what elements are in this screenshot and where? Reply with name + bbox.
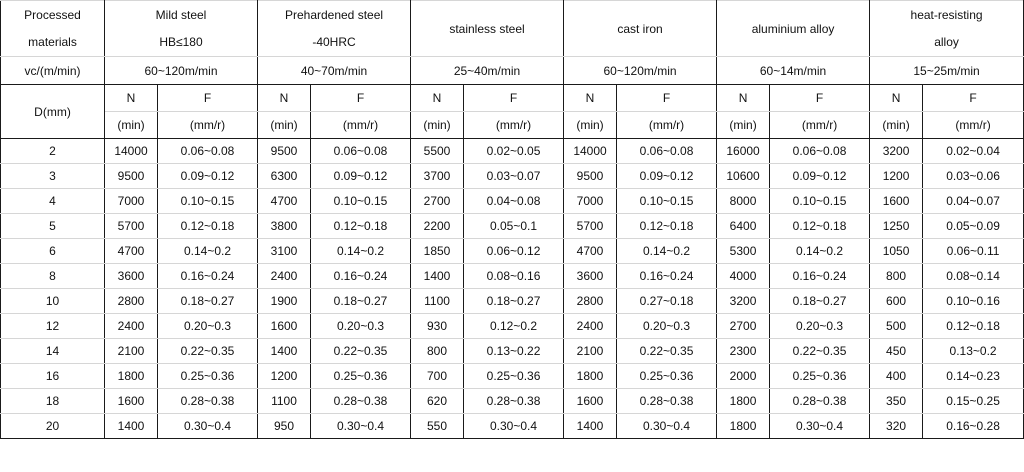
speed-n-cell: 2100: [564, 339, 617, 364]
material-name-mild-steel: Mild steel: [105, 1, 258, 29]
speed-n-cell: 1250: [870, 214, 923, 239]
col-n-unit: (min): [870, 112, 923, 139]
feed-f-cell: 0.12~0.18: [923, 314, 1024, 339]
diameter-cell: 12: [1, 314, 105, 339]
diameter-cell: 14: [1, 339, 105, 364]
speed-n-cell: 6400: [717, 214, 770, 239]
col-n-label: N: [870, 85, 923, 112]
col-n-label: N: [105, 85, 158, 112]
speed-n-cell: 5300: [717, 239, 770, 264]
feed-f-cell: 0.10~0.15: [311, 189, 411, 214]
feed-f-cell: 0.04~0.07: [923, 189, 1024, 214]
speed-n-cell: 3100: [258, 239, 311, 264]
feed-f-cell: 0.28~0.38: [158, 389, 258, 414]
speed-n-cell: 1600: [870, 189, 923, 214]
col-f-label: F: [158, 85, 258, 112]
speed-n-cell: 1100: [411, 289, 464, 314]
speed-n-cell: 5500: [411, 139, 464, 164]
material-sub-heat-resisting: alloy: [870, 29, 1024, 57]
feed-f-cell: 0.20~0.3: [617, 314, 717, 339]
feed-f-cell: 0.12~0.18: [617, 214, 717, 239]
speed-n-cell: 3600: [105, 264, 158, 289]
speed-n-cell: 5700: [564, 214, 617, 239]
feed-f-cell: 0.20~0.3: [311, 314, 411, 339]
table-row: [1, 339, 1024, 364]
speed-n-cell: 3700: [411, 164, 464, 189]
feed-f-cell: 0.28~0.38: [617, 389, 717, 414]
speed-n-cell: 3200: [870, 139, 923, 164]
speed-n-cell: 1900: [258, 289, 311, 314]
speed-stainless-steel: 25~40m/min: [411, 57, 564, 85]
feed-f-cell: 0.12~0.2: [464, 314, 564, 339]
feed-f-cell: 0.13~0.22: [464, 339, 564, 364]
speed-n-cell: 1050: [870, 239, 923, 264]
feed-f-cell: 0.10~0.15: [158, 189, 258, 214]
speed-n-cell: 550: [411, 414, 464, 439]
feed-f-cell: 0.12~0.18: [770, 214, 870, 239]
speed-n-cell: 1800: [717, 389, 770, 414]
table-row: [1, 214, 1024, 239]
table-row: [1, 264, 1024, 289]
feed-f-cell: 0.12~0.18: [158, 214, 258, 239]
feed-f-cell: 0.18~0.27: [311, 289, 411, 314]
speed-n-cell: 1200: [870, 164, 923, 189]
table-row: [1, 164, 1024, 189]
speed-n-cell: 9500: [105, 164, 158, 189]
feed-f-cell: 0.09~0.12: [770, 164, 870, 189]
material-name-aluminium-alloy: aluminium alloy: [717, 1, 870, 57]
diameter-cell: 10: [1, 289, 105, 314]
speed-n-cell: 1600: [564, 389, 617, 414]
speed-n-cell: 1400: [564, 414, 617, 439]
feed-f-cell: 0.25~0.36: [311, 364, 411, 389]
feed-f-cell: 0.14~0.23: [923, 364, 1024, 389]
speed-n-cell: 350: [870, 389, 923, 414]
feed-f-cell: 0.06~0.08: [158, 139, 258, 164]
feed-f-cell: 0.30~0.4: [617, 414, 717, 439]
speed-n-cell: 2200: [411, 214, 464, 239]
col-f-label: F: [770, 85, 870, 112]
feed-f-cell: 0.25~0.36: [617, 364, 717, 389]
feed-f-cell: 0.10~0.16: [923, 289, 1024, 314]
speed-n-cell: 1100: [258, 389, 311, 414]
material-name-heat-resisting: heat-resisting: [870, 1, 1024, 29]
speed-n-cell: 5700: [105, 214, 158, 239]
col-f-unit: (mm/r): [311, 112, 411, 139]
feed-f-cell: 0.04~0.08: [464, 189, 564, 214]
col-n-label: N: [258, 85, 311, 112]
col-n-unit: (min): [258, 112, 311, 139]
header-row-column-units: [1, 112, 1024, 139]
feed-f-cell: 0.14~0.2: [617, 239, 717, 264]
speed-n-cell: 16000: [717, 139, 770, 164]
speed-n-cell: 6300: [258, 164, 311, 189]
speed-n-cell: 1800: [717, 414, 770, 439]
speed-n-cell: 950: [258, 414, 311, 439]
feed-f-cell: 0.09~0.12: [158, 164, 258, 189]
speed-n-cell: 3600: [564, 264, 617, 289]
feed-f-cell: 0.25~0.36: [770, 364, 870, 389]
feed-f-cell: 0.14~0.2: [311, 239, 411, 264]
feed-f-cell: 0.16~0.24: [770, 264, 870, 289]
feed-f-cell: 0.22~0.35: [617, 339, 717, 364]
diameter-cell: 4: [1, 189, 105, 214]
feed-f-cell: 0.20~0.3: [158, 314, 258, 339]
material-name-stainless-steel: stainless steel: [411, 1, 564, 57]
speed-cast-iron: 60~120m/min: [564, 57, 717, 85]
feed-f-cell: 0.12~0.18: [311, 214, 411, 239]
speed-n-cell: 2300: [717, 339, 770, 364]
speed-n-cell: 500: [870, 314, 923, 339]
feed-f-cell: 0.22~0.35: [311, 339, 411, 364]
col-f-unit: (mm/r): [464, 112, 564, 139]
speed-heat-resisting: 15~25m/min: [870, 57, 1024, 85]
feed-f-cell: 0.06~0.11: [923, 239, 1024, 264]
speed-n-cell: 3200: [717, 289, 770, 314]
feed-f-cell: 0.10~0.15: [617, 189, 717, 214]
speed-n-cell: 1850: [411, 239, 464, 264]
feed-f-cell: 0.03~0.06: [923, 164, 1024, 189]
feed-f-cell: 0.30~0.4: [770, 414, 870, 439]
feed-f-cell: 0.02~0.04: [923, 139, 1024, 164]
diameter-cell: 2: [1, 139, 105, 164]
feed-f-cell: 0.30~0.4: [158, 414, 258, 439]
feed-f-cell: 0.16~0.24: [617, 264, 717, 289]
speed-n-cell: 14000: [105, 139, 158, 164]
table-row: [1, 239, 1024, 264]
speed-n-cell: 2800: [564, 289, 617, 314]
feed-f-cell: 0.22~0.35: [158, 339, 258, 364]
table-row: [1, 139, 1024, 164]
feed-f-cell: 0.05~0.1: [464, 214, 564, 239]
col-n-unit: (min): [411, 112, 464, 139]
speed-n-cell: 7000: [105, 189, 158, 214]
speed-n-cell: 1400: [105, 414, 158, 439]
feed-f-cell: 0.25~0.36: [464, 364, 564, 389]
speed-n-cell: 700: [411, 364, 464, 389]
feed-f-cell: 0.18~0.27: [770, 289, 870, 314]
diameter-cell: 18: [1, 389, 105, 414]
speed-n-cell: 2100: [105, 339, 158, 364]
speed-n-cell: 1800: [564, 364, 617, 389]
feed-f-cell: 0.02~0.05: [464, 139, 564, 164]
speed-n-cell: 10600: [717, 164, 770, 189]
col-n-label: N: [564, 85, 617, 112]
speed-n-cell: 400: [870, 364, 923, 389]
diameter-cell: 8: [1, 264, 105, 289]
col-f-unit: (mm/r): [770, 112, 870, 139]
speed-n-cell: 4700: [105, 239, 158, 264]
table-row: [1, 389, 1024, 414]
speed-n-cell: 1600: [105, 389, 158, 414]
speed-n-cell: 2000: [717, 364, 770, 389]
table-row: [1, 364, 1024, 389]
feed-f-cell: 0.03~0.07: [464, 164, 564, 189]
table-row: [1, 189, 1024, 214]
feed-f-cell: 0.16~0.28: [923, 414, 1024, 439]
speed-n-cell: 620: [411, 389, 464, 414]
feed-f-cell: 0.10~0.15: [770, 189, 870, 214]
speed-n-cell: 1400: [411, 264, 464, 289]
data-rows: [1, 139, 1024, 439]
header-row-cutting-speed: [1, 57, 1024, 85]
feed-f-cell: 0.09~0.12: [617, 164, 717, 189]
speed-n-cell: 1800: [105, 364, 158, 389]
speed-n-cell: 14000: [564, 139, 617, 164]
feed-f-cell: 0.14~0.2: [158, 239, 258, 264]
feed-f-cell: 0.14~0.2: [770, 239, 870, 264]
speed-n-cell: 9500: [564, 164, 617, 189]
speed-aluminium-alloy: 60~14m/min: [717, 57, 870, 85]
material-name-prehardened-steel: Prehardened steel: [258, 1, 411, 29]
speed-n-cell: 800: [411, 339, 464, 364]
speed-n-cell: 2400: [564, 314, 617, 339]
speed-n-cell: 930: [411, 314, 464, 339]
processed-label: Processed: [1, 1, 105, 29]
feed-f-cell: 0.20~0.3: [770, 314, 870, 339]
feed-f-cell: 0.06~0.12: [464, 239, 564, 264]
col-n-unit: (min): [717, 112, 770, 139]
materials-label: materials: [1, 29, 105, 57]
feed-f-cell: 0.18~0.27: [158, 289, 258, 314]
table-row: [1, 414, 1024, 439]
speed-n-cell: 1200: [258, 364, 311, 389]
col-n-label: N: [717, 85, 770, 112]
feed-f-cell: 0.15~0.25: [923, 389, 1024, 414]
speed-n-cell: 1600: [258, 314, 311, 339]
feed-f-cell: 0.28~0.38: [311, 389, 411, 414]
feed-f-cell: 0.08~0.14: [923, 264, 1024, 289]
speed-n-cell: 2400: [258, 264, 311, 289]
col-n-unit: (min): [564, 112, 617, 139]
feed-f-cell: 0.16~0.24: [158, 264, 258, 289]
speed-n-cell: 3800: [258, 214, 311, 239]
header-row-column-labels: [1, 85, 1024, 112]
speed-n-cell: 8000: [717, 189, 770, 214]
col-f-label: F: [311, 85, 411, 112]
feed-f-cell: 0.30~0.4: [464, 414, 564, 439]
speed-n-cell: 2700: [717, 314, 770, 339]
feed-f-cell: 0.27~0.18: [617, 289, 717, 314]
diameter-cell: 20: [1, 414, 105, 439]
col-f-label: F: [923, 85, 1024, 112]
speed-n-cell: 4700: [564, 239, 617, 264]
feed-f-cell: 0.18~0.27: [464, 289, 564, 314]
feed-f-cell: 0.09~0.12: [311, 164, 411, 189]
feed-f-cell: 0.25~0.36: [158, 364, 258, 389]
feed-f-cell: 0.05~0.09: [923, 214, 1024, 239]
diameter-cell: 5: [1, 214, 105, 239]
feed-f-cell: 0.22~0.35: [770, 339, 870, 364]
col-f-unit: (mm/r): [158, 112, 258, 139]
speed-n-cell: 4000: [717, 264, 770, 289]
col-f-label: F: [617, 85, 717, 112]
diameter-cell: 6: [1, 239, 105, 264]
feed-f-cell: 0.30~0.4: [311, 414, 411, 439]
speed-prehardened-steel: 40~70m/min: [258, 57, 411, 85]
speed-mild-steel: 60~120m/min: [105, 57, 258, 85]
diameter-cell: 3: [1, 164, 105, 189]
feed-f-cell: 0.06~0.08: [311, 139, 411, 164]
feed-f-cell: 0.06~0.08: [617, 139, 717, 164]
col-n-label: N: [411, 85, 464, 112]
table-row: [1, 289, 1024, 314]
speed-n-cell: 1400: [258, 339, 311, 364]
col-n-unit: (min): [105, 112, 158, 139]
feed-f-cell: 0.13~0.2: [923, 339, 1024, 364]
feed-f-cell: 0.06~0.08: [770, 139, 870, 164]
header-row-material-name: [1, 1, 1024, 29]
speed-n-cell: 2700: [411, 189, 464, 214]
speed-n-cell: 7000: [564, 189, 617, 214]
speed-n-cell: 2800: [105, 289, 158, 314]
feed-f-cell: 0.28~0.38: [770, 389, 870, 414]
feed-f-cell: 0.16~0.24: [311, 264, 411, 289]
diameter-cell: 16: [1, 364, 105, 389]
speed-n-cell: 600: [870, 289, 923, 314]
material-sub-mild-steel: HB≤180: [105, 29, 258, 57]
speed-n-cell: 800: [870, 264, 923, 289]
feed-f-cell: 0.28~0.38: [464, 389, 564, 414]
speed-n-cell: 450: [870, 339, 923, 364]
table-row: [1, 314, 1024, 339]
speed-n-cell: 320: [870, 414, 923, 439]
speed-n-cell: 9500: [258, 139, 311, 164]
material-sub-prehardened-steel: -40HRC: [258, 29, 411, 57]
col-f-label: F: [464, 85, 564, 112]
col-f-unit: (mm/r): [617, 112, 717, 139]
diameter-label: D(mm): [1, 85, 105, 139]
material-name-cast-iron: cast iron: [564, 1, 717, 57]
col-f-unit: (mm/r): [923, 112, 1024, 139]
speed-n-cell: 4700: [258, 189, 311, 214]
speed-n-cell: 2400: [105, 314, 158, 339]
feed-f-cell: 0.08~0.16: [464, 264, 564, 289]
vc-label: vc/(m/min): [1, 57, 105, 85]
